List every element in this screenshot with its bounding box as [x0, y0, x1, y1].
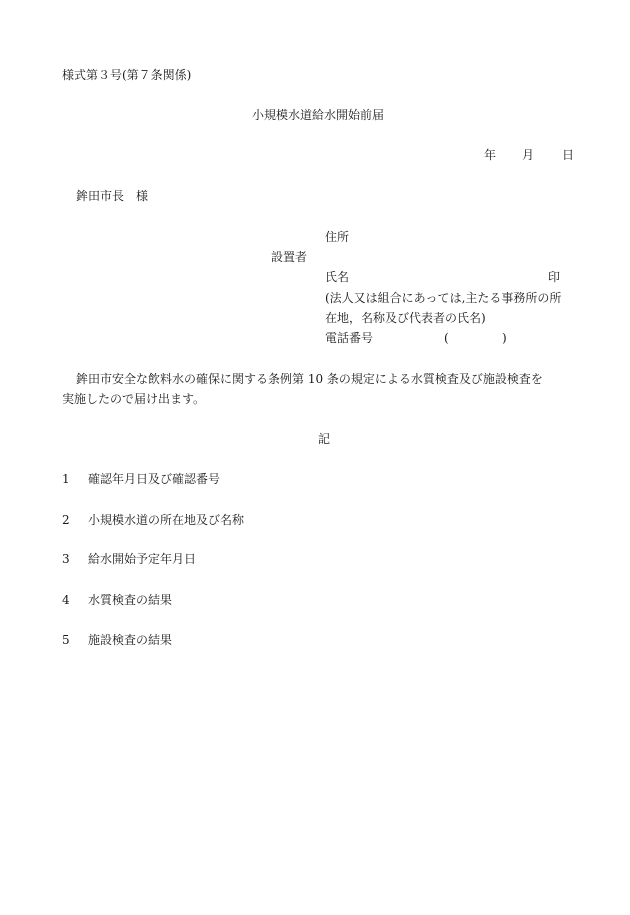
- phone-paren-open: (: [444, 331, 449, 345]
- date-day-label: 日: [562, 148, 575, 162]
- document-title: 小規模水道給水開始前届: [252, 108, 385, 122]
- list-item-label: 小規模水道の所在地及び名称: [88, 513, 245, 527]
- list-item: [62, 594, 172, 606]
- list-item: [62, 553, 196, 565]
- list-item-number: 1: [62, 472, 70, 486]
- ki-heading: 記: [318, 432, 331, 446]
- date-year-label: 年: [484, 148, 497, 162]
- list-item-number: 2: [62, 513, 70, 527]
- list-item: [62, 473, 220, 485]
- body-text-line2: 実施したので届け出ます。: [62, 392, 206, 406]
- seal-mark: 印: [548, 270, 561, 284]
- corporate-note-line1: (法人又は組合にあっては,主たる事務所の所: [325, 291, 562, 305]
- corporate-note-line2: 在地，名称及び代表者の氏名): [325, 311, 486, 325]
- list-item: [62, 634, 172, 646]
- list-item-label: 施設検査の結果: [88, 633, 173, 647]
- address-label: 住所: [325, 230, 350, 244]
- date-line: [484, 149, 574, 161]
- list-item-number: 4: [62, 593, 70, 607]
- list-item: [62, 514, 244, 526]
- phone-paren-close: ): [502, 331, 507, 345]
- addressee: 鉾田市長 様: [76, 189, 149, 203]
- date-month-label: 月: [522, 148, 535, 162]
- installer-label: 設置者: [271, 250, 308, 264]
- list-item-number: 3: [62, 552, 70, 566]
- form-number: 様式第３号(第７条関係): [62, 68, 192, 82]
- body-text-line1: 鉾田市安全な飲料水の確保に関する条例第 10 条の規定による水質検査及び施設検査を: [76, 372, 543, 386]
- list-item-label: 給水開始予定年月日: [88, 552, 197, 566]
- list-item-label: 水質検査の結果: [88, 593, 173, 607]
- phone-label: 電話番号: [325, 331, 374, 345]
- list-item-label: 確認年月日及び確認番号: [88, 472, 221, 486]
- list-item-number: 5: [62, 633, 70, 647]
- name-label: 氏名: [325, 270, 350, 284]
